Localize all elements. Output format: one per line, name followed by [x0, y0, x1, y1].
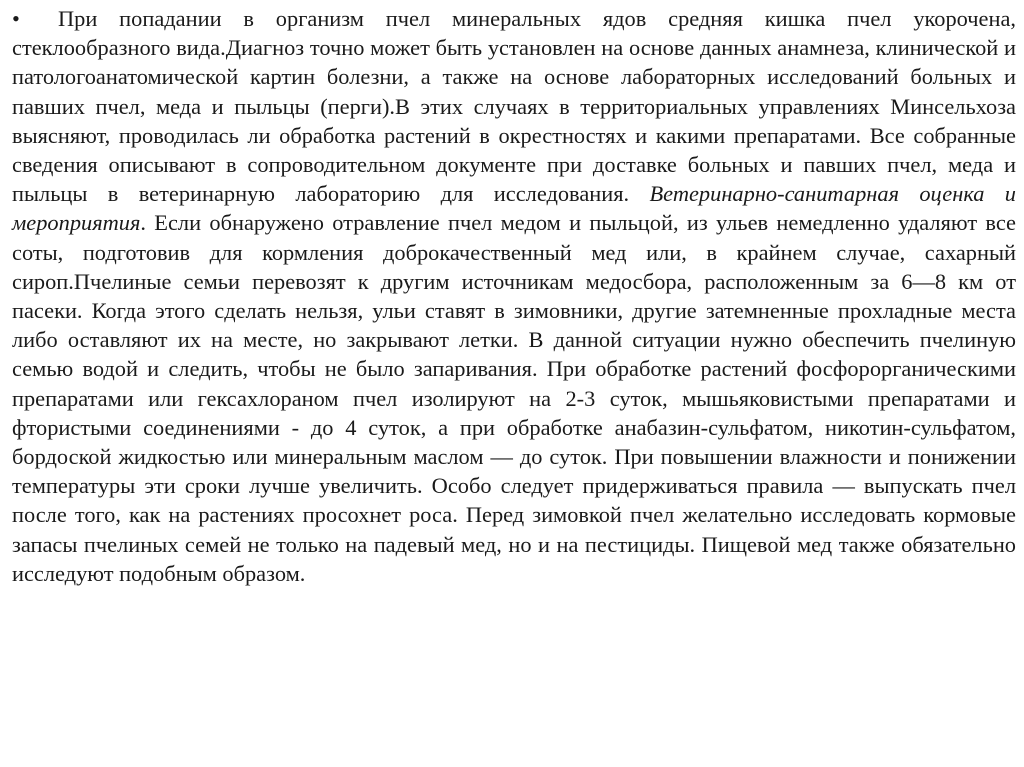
bullet-marker: •	[12, 6, 20, 31]
paragraph-text-part1: При попадании в организм пчел минеральных ядов средняя кишка пчел укорочена, стеклообразного вида.Диагноз точно может быть установлен на основе данных анамнеза, клинической и патологоанатомической картин болезни, а также на основе лабораторных исследований больных и павших пчел, меда и пыльцы (перги).В этих случаях в территориальных управлениях Минсельхоза выясняют, проводилась ли обработка растений в окрестностях и какими препаратами. Все собранные сведения описывают в сопроводительном документе при доставке больных и павших пчел, меда и пыльцы в ветеринарную лабораторию для исследования.	[12, 6, 1016, 207]
paragraph-text-part2: . Если обнаружено отравление пчел медом и пыльцой, из ульев немедленно удаляют все соты, подготовив для кормления доброкачественный мед или, в крайнем случае, сахарный сироп.Пчелиные семьи перевозят к другим источникам медосбора, расположенным за 6—8 км от пасеки. Когда этого сделать нельзя, ульи ставят в зимовники, другие затемненные прохладные места либо оставляют их на месте, но закрывают летки. В данной ситуации нужно обеспечить пчелиную семью водой и следить, чтобы не было запаривания. При обработке растений фосфорорганическими препаратами или гексахлораном пчел изолируют на 2-3 суток, мышьяковистыми препаратами и фтористыми соединениями - до 4 суток, а при обработке анабазин-сульфатом, никотин-сульфатом, бордоской жидкостью или минеральным маслом — до суток. При повышении влажности и понижении температуры эти сроки лучше увеличить. Особо следует придерживаться правила — выпускать пчел после того, как на растениях просохнет роса. Перед зимовкой пчел желательно исследовать кормовые запасы пчелиных семей не только на падевый мед, но и на пестициды. Пищевой мед также обязательно исследуют подобным образом.	[12, 210, 1016, 586]
italic-section-heading: Ветеринарно-санитарная оценка и мероприятия	[12, 181, 1016, 236]
body-paragraph	[12, 4, 1016, 588]
